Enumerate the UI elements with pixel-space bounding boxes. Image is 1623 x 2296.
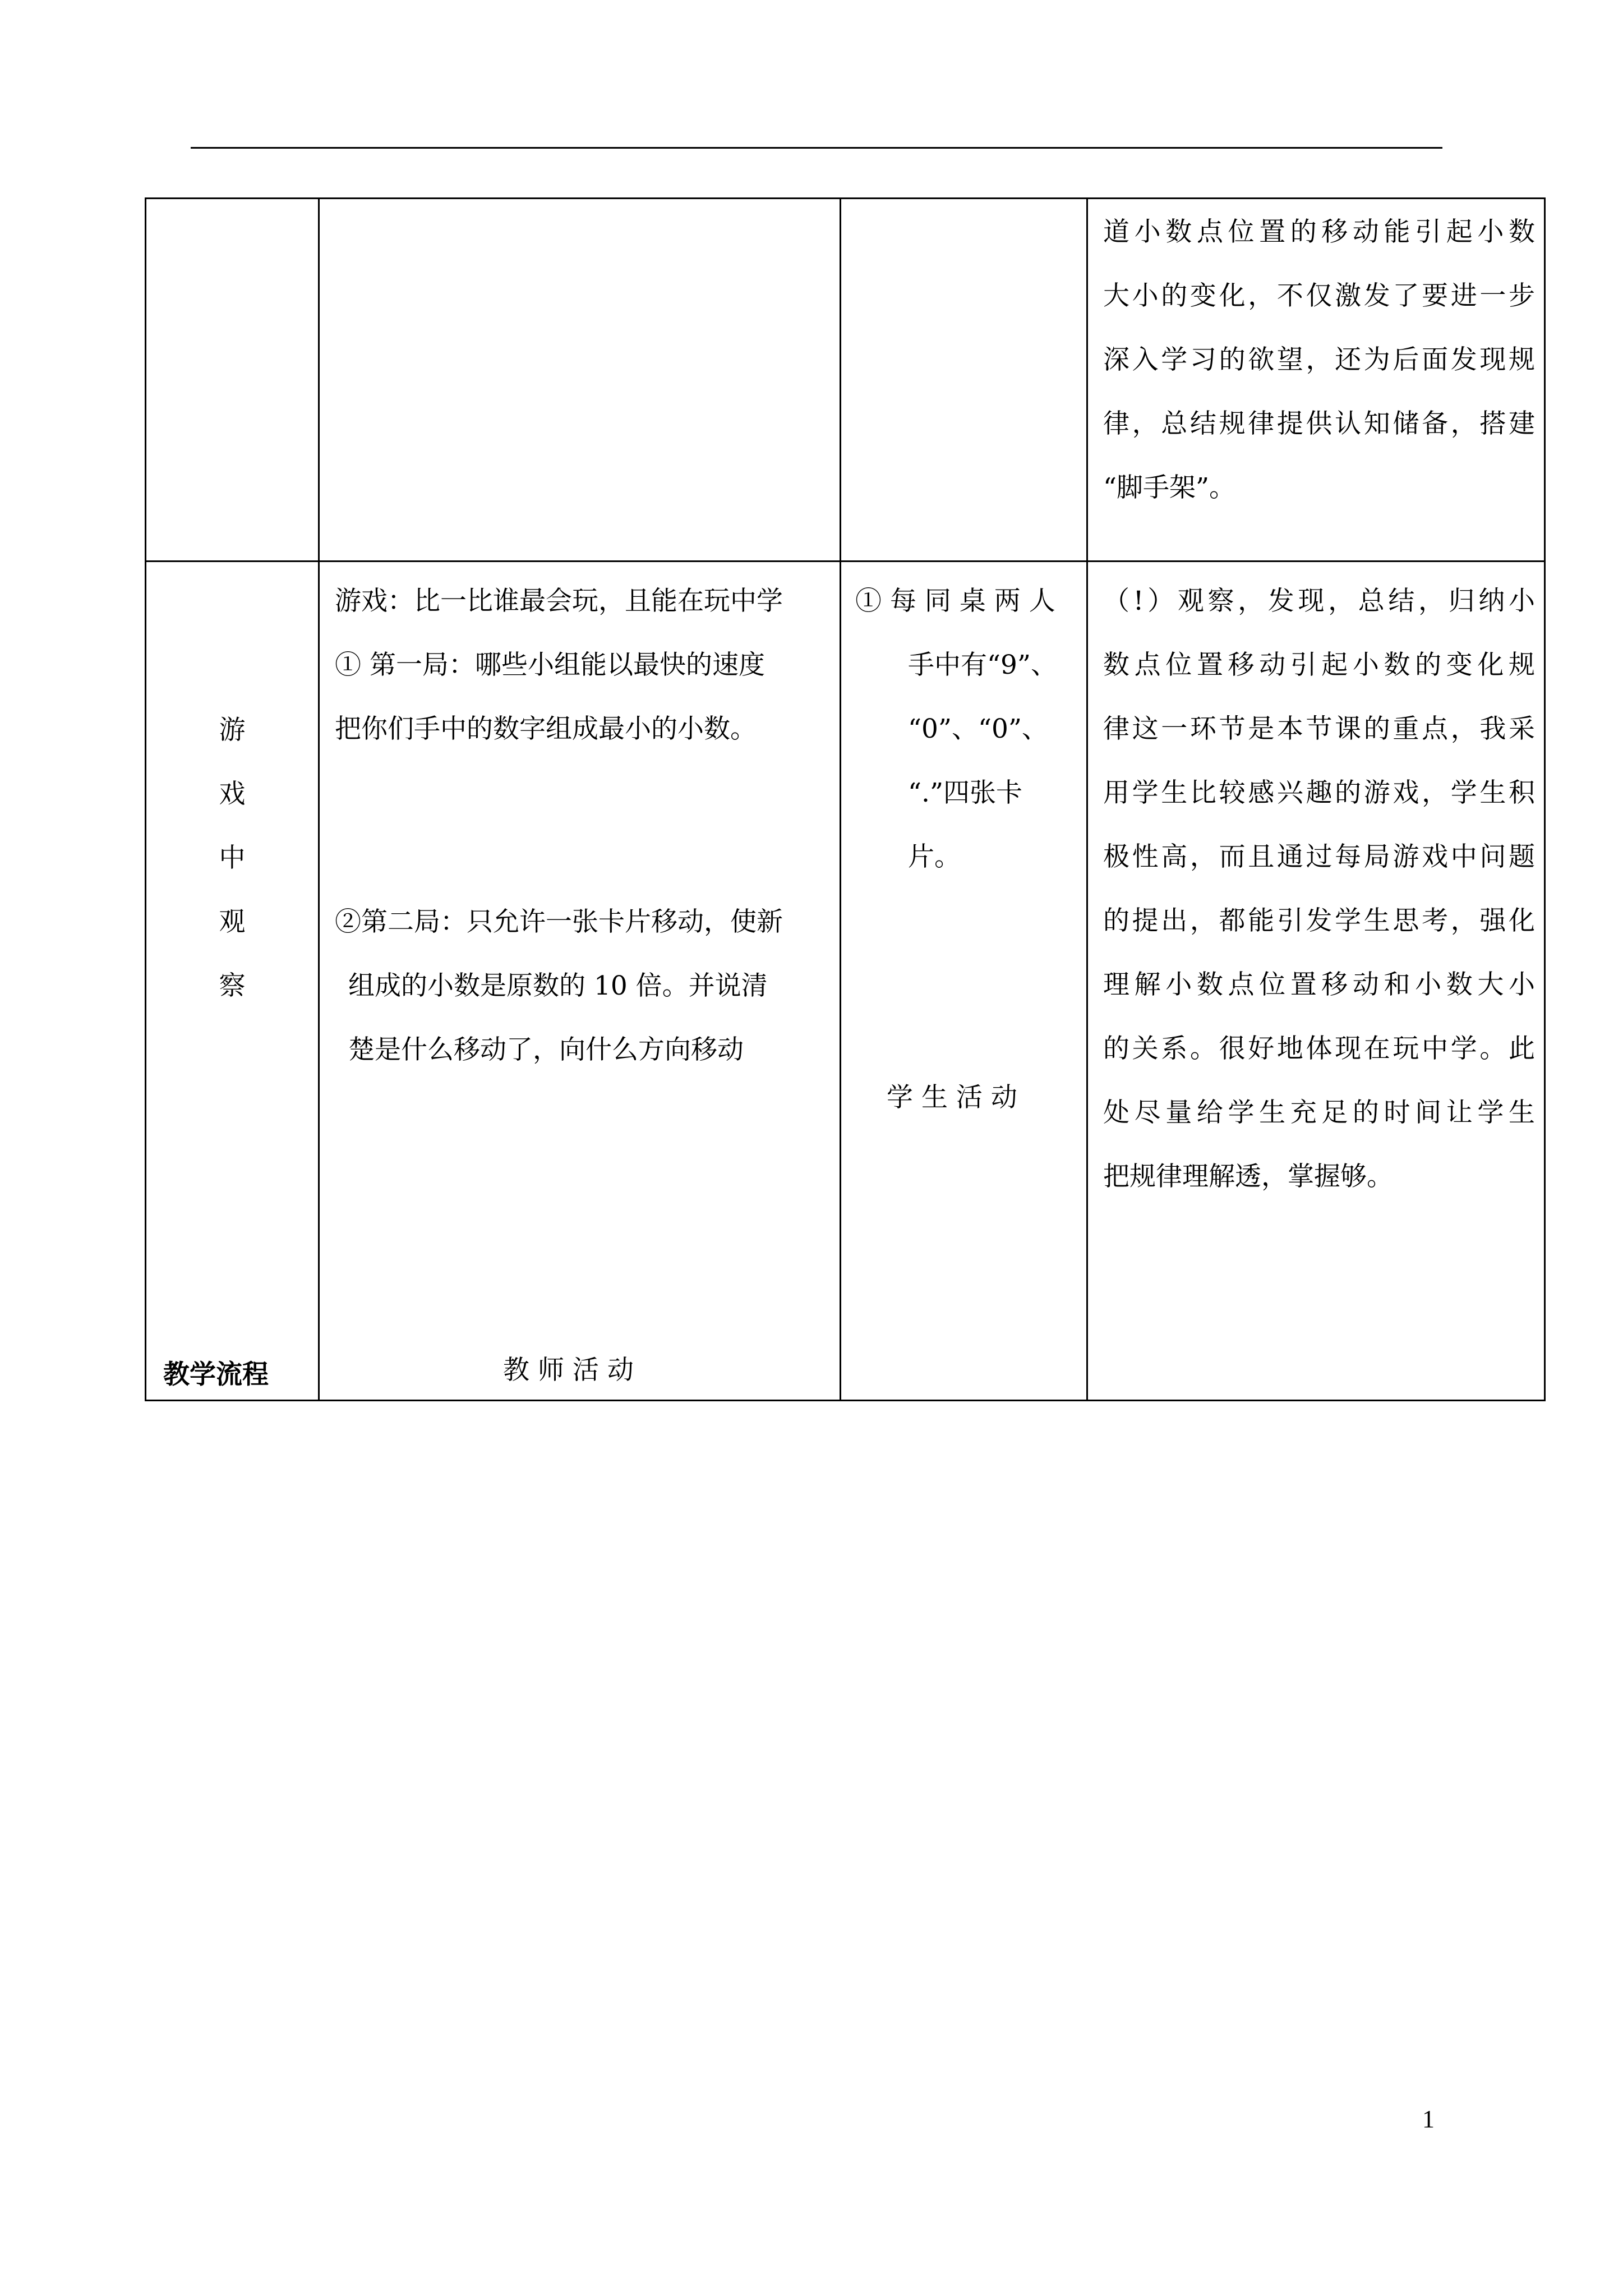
teacher-activity-label: 教 师 活 动 <box>503 1355 634 1386</box>
header-rule <box>191 147 1442 149</box>
row1-design-note: 道小数点位置的移动能引起小数 大小的变化，不仅激发了要进一步 深入学习的欲望，还为后面发现规 律，总结规律提供认知储备，搭建 “脚手架”。 <box>1103 217 1535 503</box>
row2-design-note: （!）观察，发现，总结，归纳小 数点位置移动引起小数的变化规 律这一环节是本节课的重点，我采 用学生比较感兴趣的游戏，学生积 极性高，而且通过每局游戏中问题 的提出，都能引发学生思考，强化 理解小数点位置移动和小数大小 的关系。很好地体现在玩中学。此 处尽量给学生充足的时间让学生 把规律理解透，掌握够。 <box>1103 586 1535 1192</box>
student-activity: ① 每 同 桌 两 人 手中有“9”、 “0”、“0”、 “.”四张卡 片。 <box>855 586 1057 872</box>
game-intro: 游戏：比一比谁最会玩，且能在玩中学 <box>335 586 783 616</box>
lesson-plan-table <box>145 197 1546 1401</box>
section-title-vertical: 游 戏 中 观 察 <box>219 715 246 1001</box>
teacher-activity <box>335 569 828 761</box>
process-label: 教学流程 <box>163 1359 269 1390</box>
round1-line: 把你们手中的数字组成最小的小数。 <box>335 714 757 744</box>
column-divider <box>1086 199 1088 1400</box>
column-divider <box>840 199 841 1400</box>
round2-line: 楚是什么移动了，向什么方向移动 <box>348 1034 744 1065</box>
page-number: 1 <box>1422 2105 1435 2133</box>
round1-line: ① 第一局：哪些小组能以最快的速度 <box>335 650 765 680</box>
student-activity-label: 学 生 活 动 <box>887 1082 1017 1113</box>
teacher-activity-round2 <box>335 890 828 1082</box>
column-divider <box>318 199 320 1400</box>
round2-line: 组成的小数是原数的 10 倍。并说清 <box>348 970 768 1001</box>
round2-line: ②第二局：只允许一张卡片移动，使新 <box>335 907 783 937</box>
row-divider <box>146 560 1544 562</box>
